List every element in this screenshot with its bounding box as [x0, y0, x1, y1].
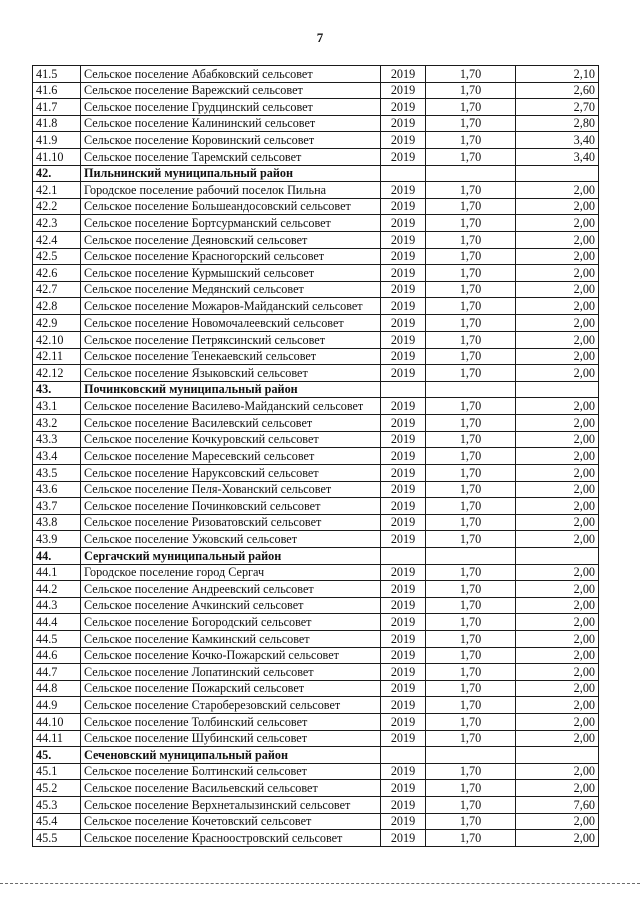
table-row [33, 813, 599, 830]
coefficient-2-cell: 3,40 [516, 148, 599, 165]
coefficient-2-cell: 2,00 [516, 647, 599, 664]
settlement-name: Сельское поселение Медянский сельсовет [81, 281, 381, 298]
table-row [33, 415, 599, 432]
row-number: 45.3 [33, 796, 81, 813]
row-number: 43.9 [33, 531, 81, 548]
coefficient-2-cell: 2,60 [516, 82, 599, 99]
row-number: 44.3 [33, 597, 81, 614]
settlement-name: Сельское поселение Починковский сельсовет [81, 498, 381, 515]
settlement-name: Сельское поселение Деяновский сельсовет [81, 231, 381, 248]
settlement-name: Сельское поселение Василевский сельсовет [81, 415, 381, 432]
year-cell: 2019 [381, 315, 426, 332]
table-row [33, 498, 599, 515]
coefficient-1-cell: 1,70 [426, 398, 516, 415]
coefficient-1-cell: 1,70 [426, 481, 516, 498]
year-cell: 2019 [381, 581, 426, 598]
year-cell: 2019 [381, 431, 426, 448]
row-number: 42.11 [33, 348, 81, 365]
table-row [33, 597, 599, 614]
settlement-name: Сельское поселение Таремский сельсовет [81, 148, 381, 165]
coefficient-1-cell: 1,70 [426, 315, 516, 332]
table-row [33, 82, 599, 99]
year-cell: 2019 [381, 231, 426, 248]
settlement-name: Сельское поселение Василево-Майданский сельсовет [81, 398, 381, 415]
year-cell: 2019 [381, 796, 426, 813]
coefficient-1-cell: 1,70 [426, 730, 516, 747]
settlement-name: Сельское поселение Пожарский сельсовет [81, 680, 381, 697]
row-number: 41.8 [33, 115, 81, 132]
district-row [33, 165, 599, 182]
year-cell: 2019 [381, 830, 426, 847]
table-row [33, 215, 599, 232]
table-row [33, 315, 599, 332]
coefficient-2-cell: 2,00 [516, 531, 599, 548]
year-cell: 2019 [381, 631, 426, 648]
settlement-name: Сельское поселение Камкинский сельсовет [81, 631, 381, 648]
year-cell: 2019 [381, 66, 426, 83]
coefficient-1-cell: 1,70 [426, 99, 516, 116]
table-row [33, 331, 599, 348]
settlement-name: Сельское поселение Красноостровский сельсовет [81, 830, 381, 847]
year-cell: 2019 [381, 298, 426, 315]
coefficient-1-cell: 1,70 [426, 331, 516, 348]
settlement-name: Сельское поселение Маресевский сельсовет [81, 448, 381, 465]
coefficient-1-cell: 1,70 [426, 215, 516, 232]
coefficient-2-cell: 2,00 [516, 348, 599, 365]
row-number: 44.8 [33, 680, 81, 697]
coefficient-1-cell: 1,70 [426, 564, 516, 581]
settlement-name: Сельское поселение Ужовский сельсовет [81, 531, 381, 548]
coefficient-2-cell: 2,00 [516, 298, 599, 315]
row-number: 43.5 [33, 465, 81, 482]
year-cell: 2019 [381, 198, 426, 215]
year-cell: 2019 [381, 448, 426, 465]
coefficient-1-cell: 1,70 [426, 198, 516, 215]
row-number: 44.4 [33, 614, 81, 631]
coefficient-2-cell: 2,00 [516, 813, 599, 830]
table-row [33, 115, 599, 132]
row-number: 43.4 [33, 448, 81, 465]
settlement-name: Сельское поселение Коровинский сельсовет [81, 132, 381, 149]
year-cell: 2019 [381, 780, 426, 797]
coefficient-2-cell: 2,00 [516, 331, 599, 348]
row-number: 42.5 [33, 248, 81, 265]
year-cell: 2019 [381, 465, 426, 482]
table-row [33, 631, 599, 648]
year-cell: 2019 [381, 398, 426, 415]
row-number: 44.11 [33, 730, 81, 747]
table-row [33, 697, 599, 714]
district-name: Починковский муниципальный район [81, 381, 381, 398]
year-cell: 2019 [381, 730, 426, 747]
coefficient-1-cell: 1,70 [426, 647, 516, 664]
row-number: 43.1 [33, 398, 81, 415]
table-row [33, 514, 599, 531]
settlement-name: Сельское поселение Верхнеталызинский сельсовет [81, 796, 381, 813]
row-number: 43.3 [33, 431, 81, 448]
settlement-name: Сельское поселение Лопатинский сельсовет [81, 664, 381, 681]
row-number: 42.7 [33, 281, 81, 298]
row-number: 41.7 [33, 99, 81, 116]
year-cell: 2019 [381, 331, 426, 348]
coefficient-2-cell: 2,00 [516, 713, 599, 730]
coefficient-1-cell: 1,70 [426, 514, 516, 531]
coefficient-1-cell: 1,70 [426, 365, 516, 382]
row-number: 41.10 [33, 148, 81, 165]
settlement-name: Сельское поселение Ризоватовский сельсовет [81, 514, 381, 531]
scan-edge-line [0, 883, 640, 884]
district-row [33, 381, 599, 398]
coefficient-1-cell: 1,70 [426, 82, 516, 99]
coefficient-1-cell: 1,70 [426, 298, 516, 315]
table-row [33, 448, 599, 465]
district-number: 43. [33, 381, 81, 398]
coefficient-1-cell: 1,70 [426, 148, 516, 165]
coefficient-2-cell: 2,00 [516, 730, 599, 747]
empty-cell [516, 747, 599, 764]
settlement-name: Сельское поселение Грудцинский сельсовет [81, 99, 381, 116]
coefficient-2-cell: 2,00 [516, 398, 599, 415]
year-cell: 2019 [381, 597, 426, 614]
year-cell: 2019 [381, 647, 426, 664]
empty-cell [426, 381, 516, 398]
table-row [33, 481, 599, 498]
coefficient-1-cell: 1,70 [426, 597, 516, 614]
row-number: 43.6 [33, 481, 81, 498]
empty-cell [381, 165, 426, 182]
coefficient-2-cell: 2,00 [516, 431, 599, 448]
table-row [33, 830, 599, 847]
district-row [33, 548, 599, 565]
table-row [33, 431, 599, 448]
row-number: 45.1 [33, 763, 81, 780]
coefficient-1-cell: 1,70 [426, 431, 516, 448]
year-cell: 2019 [381, 680, 426, 697]
coefficient-2-cell: 2,10 [516, 66, 599, 83]
coefficient-2-cell: 2,00 [516, 481, 599, 498]
empty-cell [426, 165, 516, 182]
coefficient-1-cell: 1,70 [426, 631, 516, 648]
year-cell: 2019 [381, 265, 426, 282]
district-name: Сергачский муниципальный район [81, 548, 381, 565]
year-cell: 2019 [381, 281, 426, 298]
year-cell: 2019 [381, 348, 426, 365]
district-number: 45. [33, 747, 81, 764]
year-cell: 2019 [381, 481, 426, 498]
coefficient-2-cell: 2,00 [516, 697, 599, 714]
coefficient-2-cell: 2,00 [516, 265, 599, 282]
table-body [33, 66, 599, 847]
settlement-name: Сельское поселение Кочетовский сельсовет [81, 813, 381, 830]
table-row [33, 780, 599, 797]
row-number: 42.4 [33, 231, 81, 248]
settlement-name: Сельское поселение Петряксинский сельсовет [81, 331, 381, 348]
coefficient-2-cell: 2,00 [516, 581, 599, 598]
settlements-table [32, 65, 599, 847]
row-number: 44.6 [33, 647, 81, 664]
coefficient-2-cell: 2,00 [516, 763, 599, 780]
table-row [33, 647, 599, 664]
coefficient-2-cell: 2,00 [516, 415, 599, 432]
coefficient-2-cell: 2,00 [516, 182, 599, 199]
row-number: 44.2 [33, 581, 81, 598]
empty-cell [381, 381, 426, 398]
year-cell: 2019 [381, 713, 426, 730]
row-number: 44.5 [33, 631, 81, 648]
coefficient-2-cell: 2,00 [516, 614, 599, 631]
row-number: 45.2 [33, 780, 81, 797]
coefficient-1-cell: 1,70 [426, 813, 516, 830]
settlement-name: Сельское поселение Калининский сельсовет [81, 115, 381, 132]
coefficient-2-cell: 2,00 [516, 498, 599, 515]
coefficient-2-cell: 2,00 [516, 315, 599, 332]
year-cell: 2019 [381, 664, 426, 681]
row-number: 42.1 [33, 182, 81, 199]
settlement-name: Сельское поселение Языковский сельсовет [81, 365, 381, 382]
coefficient-2-cell: 3,40 [516, 132, 599, 149]
table-row [33, 99, 599, 116]
table-row [33, 132, 599, 149]
settlement-name: Сельское поселение Кочко-Пожарский сельсовет [81, 647, 381, 664]
coefficient-2-cell: 2,00 [516, 680, 599, 697]
coefficient-1-cell: 1,70 [426, 231, 516, 248]
coefficient-2-cell: 2,00 [516, 597, 599, 614]
table-row [33, 398, 599, 415]
year-cell: 2019 [381, 763, 426, 780]
year-cell: 2019 [381, 82, 426, 99]
coefficient-2-cell: 2,00 [516, 248, 599, 265]
coefficient-1-cell: 1,70 [426, 132, 516, 149]
coefficient-2-cell: 2,70 [516, 99, 599, 116]
empty-cell [426, 548, 516, 565]
year-cell: 2019 [381, 531, 426, 548]
table-row [33, 730, 599, 747]
settlement-name: Сельское поселение Андреевский сельсовет [81, 581, 381, 598]
settlement-name: Сельское поселение Красногорский сельсовет [81, 248, 381, 265]
table-row [33, 581, 599, 598]
coefficient-2-cell: 7,60 [516, 796, 599, 813]
row-number: 42.10 [33, 331, 81, 348]
table-row [33, 531, 599, 548]
table-row [33, 465, 599, 482]
coefficient-2-cell: 2,00 [516, 281, 599, 298]
year-cell: 2019 [381, 115, 426, 132]
row-number: 41.5 [33, 66, 81, 83]
row-number: 42.3 [33, 215, 81, 232]
table-row [33, 198, 599, 215]
table-row [33, 231, 599, 248]
coefficient-1-cell: 1,70 [426, 182, 516, 199]
coefficient-1-cell: 1,70 [426, 796, 516, 813]
row-number: 44.9 [33, 697, 81, 714]
coefficient-2-cell: 2,00 [516, 198, 599, 215]
row-number: 42.8 [33, 298, 81, 315]
coefficient-1-cell: 1,70 [426, 498, 516, 515]
row-number: 44.10 [33, 713, 81, 730]
table-row [33, 66, 599, 83]
settlement-name: Сельское поселение Курмышский сельсовет [81, 265, 381, 282]
coefficient-1-cell: 1,70 [426, 614, 516, 631]
row-number: 42.2 [33, 198, 81, 215]
coefficient-2-cell: 2,00 [516, 830, 599, 847]
settlement-name: Сельское поселение Наруксовский сельсовет [81, 465, 381, 482]
year-cell: 2019 [381, 99, 426, 116]
year-cell: 2019 [381, 215, 426, 232]
coefficient-2-cell: 2,00 [516, 631, 599, 648]
settlement-name: Сельское поселение Староберезовский сельсовет [81, 697, 381, 714]
coefficient-1-cell: 1,70 [426, 265, 516, 282]
coefficient-1-cell: 1,70 [426, 115, 516, 132]
settlement-name: Сельское поселение Тенекаевский сельсовет [81, 348, 381, 365]
row-number: 42.12 [33, 365, 81, 382]
coefficient-2-cell: 2,00 [516, 448, 599, 465]
table-row [33, 148, 599, 165]
settlement-name: Сельское поселение Можаров-Майданский сельсовет [81, 298, 381, 315]
settlement-name: Сельское поселение Васильевский сельсовет [81, 780, 381, 797]
coefficient-1-cell: 1,70 [426, 680, 516, 697]
coefficient-2-cell: 2,00 [516, 514, 599, 531]
settlement-name: Сельское поселение Варежский сельсовет [81, 82, 381, 99]
coefficient-1-cell: 1,70 [426, 348, 516, 365]
coefficient-1-cell: 1,70 [426, 697, 516, 714]
empty-cell [381, 548, 426, 565]
year-cell: 2019 [381, 248, 426, 265]
settlement-name: Сельское поселение Ачкинский сельсовет [81, 597, 381, 614]
coefficient-1-cell: 1,70 [426, 763, 516, 780]
year-cell: 2019 [381, 697, 426, 714]
settlement-name: Сельское поселение Болтинский сельсовет [81, 763, 381, 780]
empty-cell [516, 548, 599, 565]
district-number: 44. [33, 548, 81, 565]
year-cell: 2019 [381, 813, 426, 830]
settlement-name: Сельское поселение Толбинский сельсовет [81, 713, 381, 730]
row-number: 42.6 [33, 265, 81, 282]
table-row [33, 298, 599, 315]
year-cell: 2019 [381, 498, 426, 515]
row-number: 45.4 [33, 813, 81, 830]
empty-cell [426, 747, 516, 764]
row-number: 45.5 [33, 830, 81, 847]
coefficient-2-cell: 2,00 [516, 231, 599, 248]
table-row [33, 763, 599, 780]
table-row [33, 614, 599, 631]
coefficient-1-cell: 1,70 [426, 66, 516, 83]
row-number: 41.9 [33, 132, 81, 149]
row-number: 43.2 [33, 415, 81, 432]
year-cell: 2019 [381, 148, 426, 165]
table-row [33, 713, 599, 730]
coefficient-1-cell: 1,70 [426, 531, 516, 548]
table-row [33, 365, 599, 382]
coefficient-1-cell: 1,70 [426, 713, 516, 730]
coefficient-1-cell: 1,70 [426, 448, 516, 465]
settlement-name: Сельское поселение Бортсурманский сельсовет [81, 215, 381, 232]
district-number: 42. [33, 165, 81, 182]
coefficient-1-cell: 1,70 [426, 830, 516, 847]
district-name: Сеченовский муниципальный район [81, 747, 381, 764]
coefficient-1-cell: 1,70 [426, 664, 516, 681]
year-cell: 2019 [381, 182, 426, 199]
page-number: 7 [316, 30, 324, 45]
settlement-name: Сельское поселение Большеандосовский сельсовет [81, 198, 381, 215]
year-cell: 2019 [381, 614, 426, 631]
coefficient-2-cell: 2,00 [516, 564, 599, 581]
row-number: 44.1 [33, 564, 81, 581]
coefficient-1-cell: 1,70 [426, 248, 516, 265]
district-row [33, 747, 599, 764]
table-row [33, 664, 599, 681]
coefficient-2-cell: 2,00 [516, 365, 599, 382]
year-cell: 2019 [381, 132, 426, 149]
coefficient-1-cell: 1,70 [426, 415, 516, 432]
year-cell: 2019 [381, 514, 426, 531]
table-row [33, 182, 599, 199]
table-row [33, 281, 599, 298]
table-row [33, 265, 599, 282]
row-number: 41.6 [33, 82, 81, 99]
settlement-name: Сельское поселение Новомочалеевский сельсовет [81, 315, 381, 332]
settlement-name: Сельское поселение Кочкуровский сельсовет [81, 431, 381, 448]
table-row [33, 796, 599, 813]
coefficient-1-cell: 1,70 [426, 581, 516, 598]
year-cell: 2019 [381, 365, 426, 382]
coefficient-2-cell: 2,00 [516, 664, 599, 681]
coefficient-2-cell: 2,00 [516, 215, 599, 232]
coefficient-1-cell: 1,70 [426, 465, 516, 482]
settlement-name: Городское поселение город Сергач [81, 564, 381, 581]
table-row [33, 248, 599, 265]
year-cell: 2019 [381, 415, 426, 432]
row-number: 42.9 [33, 315, 81, 332]
empty-cell [381, 747, 426, 764]
coefficient-2-cell: 2,00 [516, 780, 599, 797]
settlement-name: Городское поселение рабочий поселок Пильна [81, 182, 381, 199]
row-number: 43.8 [33, 514, 81, 531]
settlement-name: Сельское поселение Абабковский сельсовет [81, 66, 381, 83]
settlement-name: Сельское поселение Шубинский сельсовет [81, 730, 381, 747]
coefficient-1-cell: 1,70 [426, 780, 516, 797]
coefficient-2-cell: 2,00 [516, 465, 599, 482]
district-name: Пильнинский муниципальный район [81, 165, 381, 182]
settlement-name: Сельское поселение Пеля-Хованский сельсовет [81, 481, 381, 498]
empty-cell [516, 381, 599, 398]
table-row [33, 348, 599, 365]
settlement-name: Сельское поселение Богородский сельсовет [81, 614, 381, 631]
year-cell: 2019 [381, 564, 426, 581]
table-row [33, 680, 599, 697]
row-number: 44.7 [33, 664, 81, 681]
empty-cell [516, 165, 599, 182]
row-number: 43.7 [33, 498, 81, 515]
coefficient-2-cell: 2,80 [516, 115, 599, 132]
coefficient-1-cell: 1,70 [426, 281, 516, 298]
table-row [33, 564, 599, 581]
